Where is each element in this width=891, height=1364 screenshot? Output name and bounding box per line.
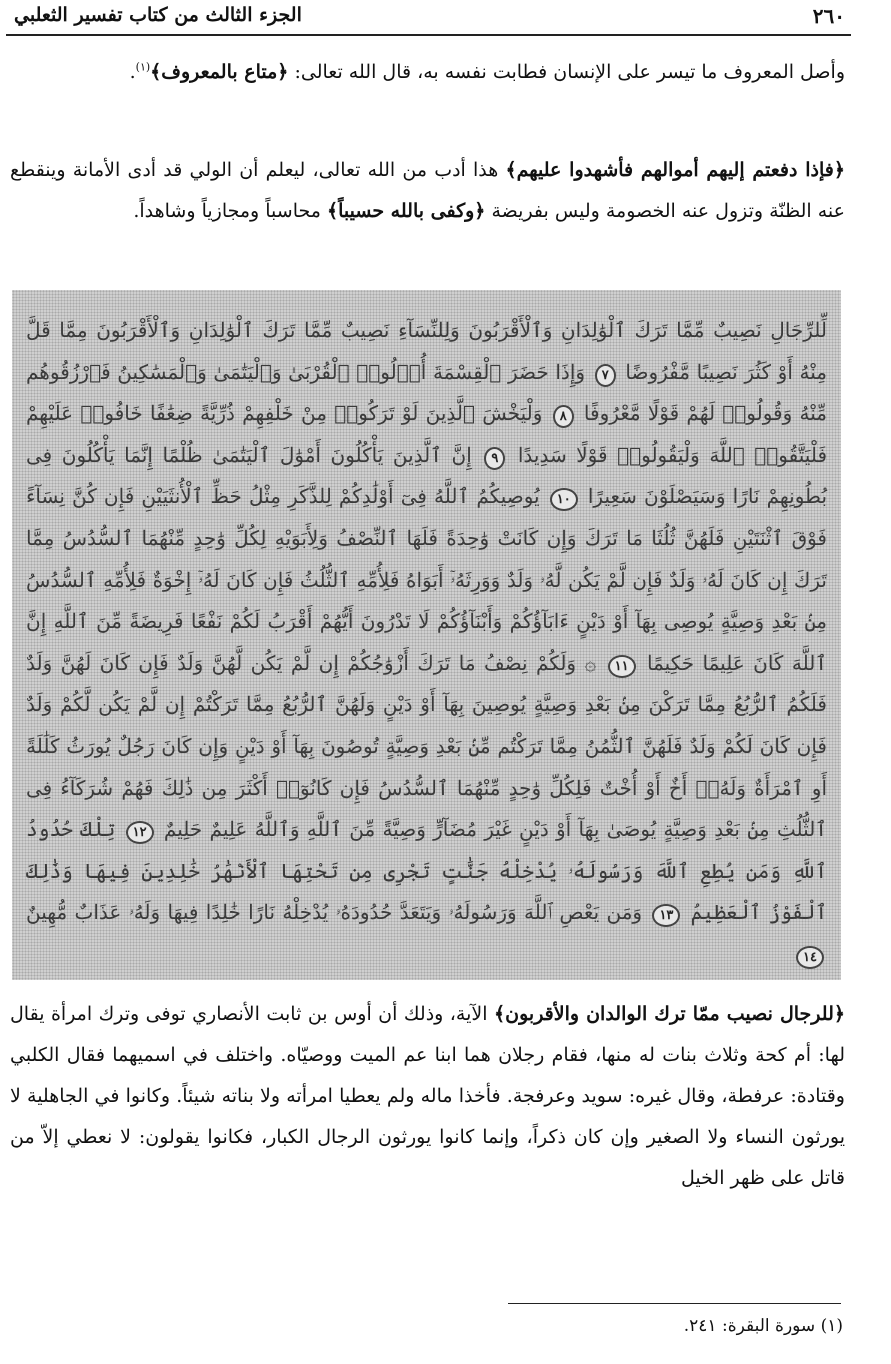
verse-number-marker: ١٣: [652, 904, 680, 927]
paragraph-1: [10, 52, 845, 93]
verse-number-marker: ٩: [484, 447, 505, 470]
quran-verses-box: [12, 290, 841, 980]
verse-number-marker: ١٤: [796, 946, 824, 969]
quran-quote: ﴿وكفى بالله حسيباً﴾: [326, 200, 486, 222]
book-title: الجزء الثالث من كتاب تفسير الثعلبي: [14, 4, 302, 26]
paragraph-3-text: الآية، وذلك أن أوس بن ثابت الأنصاري توفى وترك امرأة يقال لها: أم كحة وثلاث بنات له منها، فقام رجلان هما ابنا عم الميت ووصيّاه. واختلف في اسميهما فقال الكلبي وقتادة: عرفطة، وقال غيره: سويد وعرفجة. فأخذا ماله ولم يعطيا امرأته ولا بناته شيئاً. وكانوا في الجاهلية لا يورثون النساء ولا الصغير وإن كان ذكراً، وإنما كانوا يورثون الرجال الكبار، فكانوا يقولون: لا نعطي إلاّ من قاتل على ظهر الخيل: [10, 1003, 845, 1189]
verse-number-marker: ٧: [595, 364, 616, 387]
quran-quote: ﴿متاع بالمعروف﴾: [150, 61, 289, 83]
verse-number-marker: ١٠: [550, 488, 578, 511]
paragraph-2-text: محاسباً ومجازياً وشاهداً.: [133, 200, 327, 222]
verse-number-marker: ١١: [608, 655, 636, 678]
paragraph-2: [10, 150, 845, 232]
verse-text: تِلْكَ حُدُودُ ٱللَّهِ وَمَن يُطِعِ ٱللَّهَ وَرَسُولَهُۥ يُدْخِلْهُ جَنَّٰتٍ تَجْرِى مِن تَحْتِهَا ٱلْأَنْهَٰرُ خَٰلِدِينَ فِيهَا وَذَٰلِكَ ٱلْفَوْزُ ٱلْعَظِيمُ: [26, 817, 828, 925]
paragraph-2-text: هذا أدب من الله تعالى، ليعلم أن الولي قد أدى الأمانة وينقطع عنه الظنّة وتزول عنه الخصومة وليس بفريضة: [10, 159, 845, 222]
quran-quote: ﴿فإذا دفعتم إليهم أموالهم فأشهدوا عليهم﴾: [505, 159, 845, 181]
verse-number-marker: ٨: [553, 405, 574, 428]
footnote: (١) سورة البقرة: ٢٤١.: [683, 1316, 843, 1336]
verse-text: وَإِذَا حَضَرَ ٱلْقِسْمَةَ أُو۟لُوا۟ ٱلْقُرْبَىٰ وَٱلْيَتَٰمَىٰ وَٱلْمَسَٰكِينُ فَٱرْزُقُوهُم مِّنْهُ وَقُولُوا۟ لَهُمْ قَوْلًا مَّعْرُوفًا: [26, 359, 827, 426]
paragraph-3: [10, 994, 845, 1199]
verse-text: وَلْيَخْشَ ٱلَّذِينَ لَوْ تَرَكُوا۟ مِنْ خَلْفِهِمْ ذُرِّيَّةً ضِعَٰفًا خَافُوا۟ عَلَيْهِمْ فَلْيَتَّقُوا۟ ٱللَّهَ وَلْيَقُولُوا۟ قَوْلًا سَدِيدًا: [26, 401, 828, 467]
page-number: ٢٦٠: [812, 4, 845, 28]
paragraph-1-end: .: [129, 61, 136, 83]
verse-text: ۞ وَلَكُمْ نِصْفُ مَا تَرَكَ أَزْوَٰجُكُمْ إِن لَّمْ يَكُن لَّهُنَّ وَلَدٌ فَإِن كَانَ لَهُنَّ وَلَدٌ فَلَكُمُ ٱلرُّبُعُ مِمَّا تَرَكْنَ مِنۢ بَعْدِ وَصِيَّةٍ يُوصِينَ بِهَآ أَوْ دَيْنٍ وَلَهُنَّ ٱلرُّبُعُ مِمَّا تَرَكْتُمْ إِن لَّمْ يَكُن لَّكُمْ وَلَدٌ فَإِن كَانَ لَكُمْ وَلَدٌ فَلَهُنَّ ٱلثُّمُنُ مِمَّا تَرَكْتُم مِّنۢ بَعْدِ وَصِيَّةٍ تُوصُونَ بِهَآ أَوْ دَيْنٍ وَإِن كَانَ رَجُلٌ يُورَثُ كَلَٰلَةً أَوِ ٱمْرَأَةٌ وَلَهُۥٓ أَخٌ أَوْ أُخْتٌ فَلِكُلِّ وَٰحِدٍ مِّنْهُمَا ٱلسُّدُسُ فَإِن كَانُوٓا۟ أَكْثَرَ مِن ذَٰلِكَ فَهُمْ شُرَكَآءُ فِى ٱلثُّلُثِ مِنۢ بَعْدِ وَصِيَّةٍ يُوصَىٰ بِهَآ أَوْ دَيْنٍ غَيْرَ مُضَآرٍّ وَصِيَّةً مِّنَ ٱللَّهِ وَٱللَّهُ عَلِيمٌ حَلِيمٌ: [26, 650, 828, 842]
verse-number-marker: ١٢: [126, 821, 154, 844]
running-header: [6, 0, 851, 36]
verse-text: يُوصِيكُمُ ٱللَّهُ فِىٓ أَوْلَٰدِكُمْ لِلذَّكَرِ مِثْلُ حَظِّ ٱلْأُنثَيَيْنِ فَإِن كُنَّ نِسَآءً فَوْقَ ٱثْنَتَيْنِ فَلَهُنَّ ثُلُثَا مَا تَرَكَ وَإِن كَانَتْ وَٰحِدَةً فَلَهَا ٱلنِّصْفُ وَلِأَبَوَيْهِ لِكُلِّ وَٰحِدٍ مِّنْهُمَا ٱلسُّدُسُ مِمَّا تَرَكَ إِن كَانَ لَهُۥ وَلَدٌ فَإِن لَّمْ يَكُن لَّهُۥ وَلَدٌ وَوَرِثَهُۥٓ أَبَوَاهُ فَلِأُمِّهِ ٱلثُّلُثُ فَإِن كَانَ لَهُۥٓ إِخْوَةٌ فَلِأُمِّهِ ٱلسُّدُسُ مِنۢ بَعْدِ وَصِيَّةٍ يُوصِى بِهَآ أَوْ دَيْنٍ ءَابَآؤُكُمْ وَأَبْنَآؤُكُمْ لَا تَدْرُونَ أَيُّهُمْ أَقْرَبُ لَكُمْ نَفْعًا فَرِيضَةً مِّنَ ٱللَّهِ إِنَّ ٱللَّهَ كَانَ عَلِيمًا حَكِيمًا: [26, 484, 828, 675]
paragraph-1-text: وأصل المعروف ما تيسر على الإنسان فطابت نفسه به، قال الله تعالى:: [288, 61, 845, 83]
quran-quote: ﴿للرجال نصيب ممّا ترك الوالدان والأقربون﴾: [494, 1003, 845, 1025]
verse-text: وَمَن يَعْصِ ٱللَّهَ وَرَسُولَهُۥ وَيَتَعَدَّ حُدُودَهُۥ يُدْخِلْهُ نَارًا خَٰلِدًا فِيهَا وَلَهُۥ عَذَابٌ مُّهِينٌ: [26, 900, 643, 925]
verse-text: لِّلرِّجَالِ نَصِيبٌ مِّمَّا تَرَكَ ٱلْوَٰلِدَانِ وَٱلْأَقْرَبُونَ وَلِلنِّسَآءِ نَصِيبٌ مِّمَّا تَرَكَ ٱلْوَٰلِدَانِ وَٱلْأَقْرَبُونَ مِمَّا قَلَّ مِنْهُ أَوْ كَثُرَ نَصِيبًا مَّفْرُوضًا: [26, 318, 828, 384]
footnote-reference: (١): [135, 60, 151, 74]
footnote-divider: [508, 1303, 841, 1304]
quran-verses-text: [26, 310, 827, 976]
verse-text: إِنَّ ٱلَّذِينَ يَأْكُلُونَ أَمْوَٰلَ ٱلْيَتَٰمَىٰ ظُلْمًا إِنَّمَا يَأْكُلُونَ فِى بُطُونِهِمْ نَارًا وَسَيَصْلَوْنَ سَعِيرًا: [26, 442, 828, 509]
